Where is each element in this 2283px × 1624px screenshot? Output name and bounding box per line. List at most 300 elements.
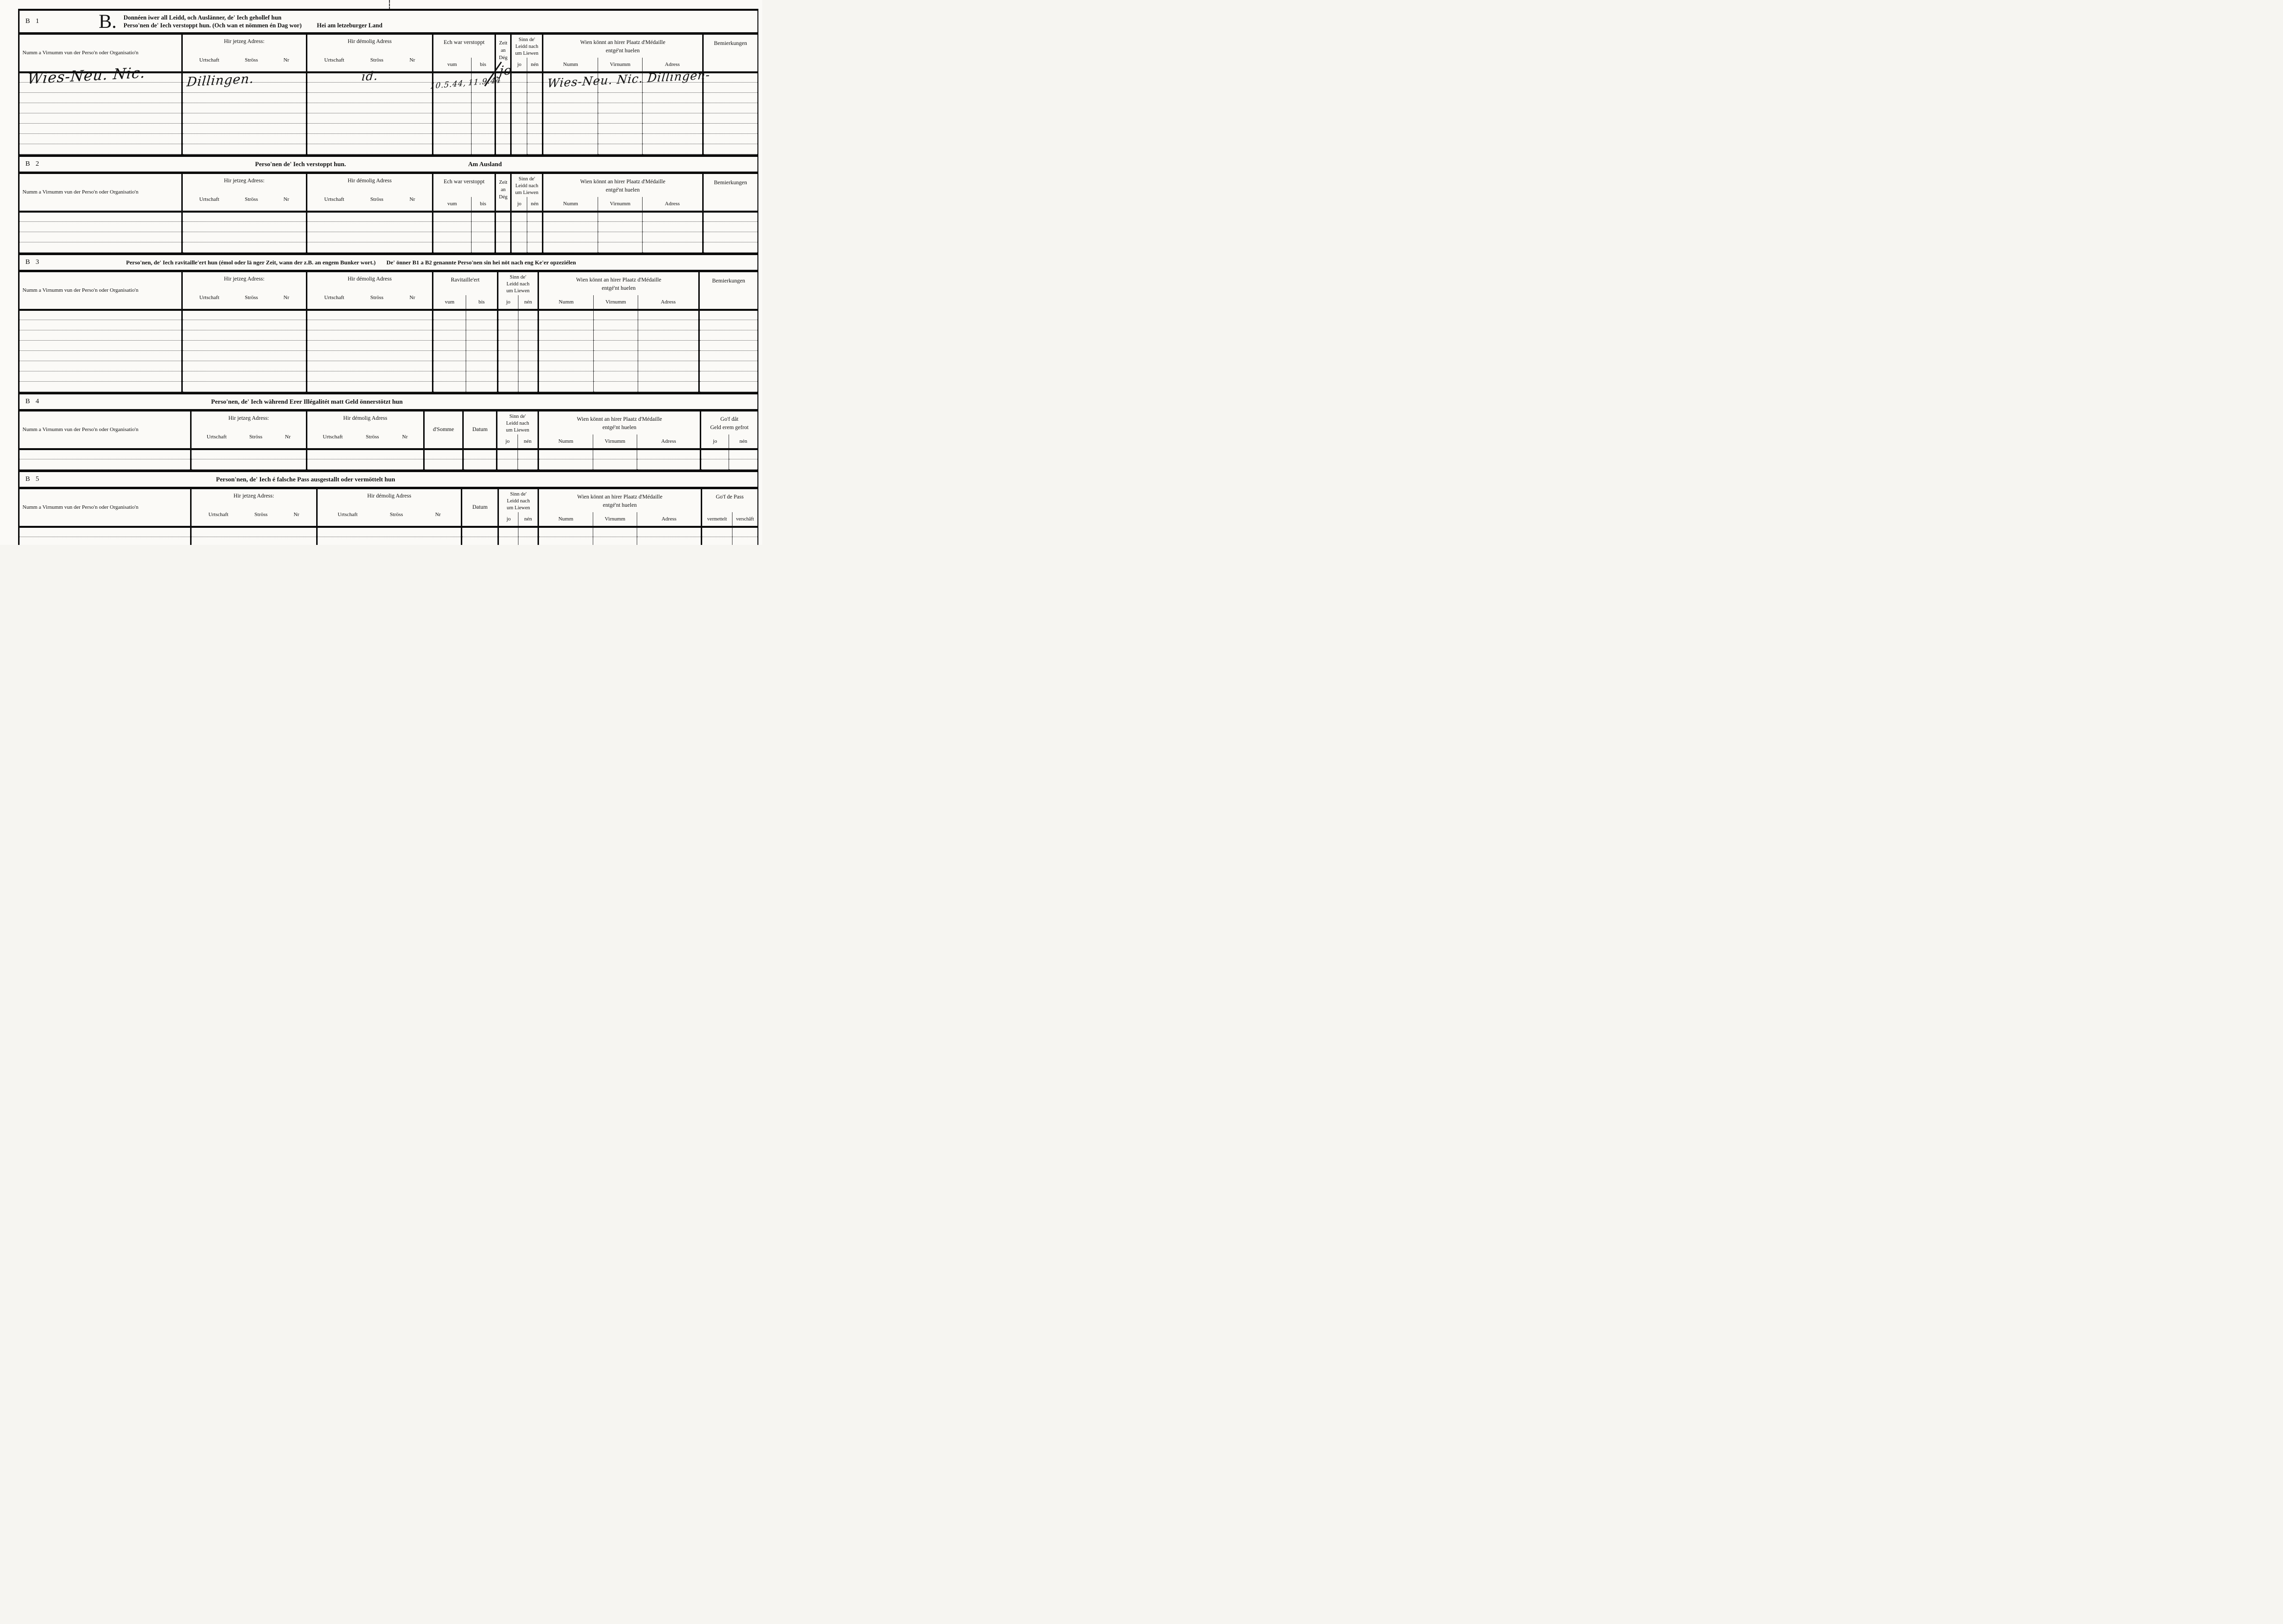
ruled-cell: [433, 242, 472, 253]
b1-col-wien-medaille: Wien könnt an hirer Plaatz d'Médaille entgé'nt huelen: [543, 35, 703, 58]
ruled-cell: [642, 124, 703, 134]
ruled-cell: [598, 113, 643, 124]
ruled-row: [20, 371, 757, 382]
ruled-cell: [703, 232, 757, 242]
ruled-cell: [543, 134, 598, 144]
ruled-cell: [497, 459, 517, 470]
ruled-cell: [20, 361, 182, 371]
ruled-cell: [497, 341, 518, 351]
ruled-cell: [182, 330, 306, 341]
ruled-cell: [511, 212, 527, 222]
ruled-cell: [306, 93, 432, 103]
ruled-row: [20, 527, 757, 537]
sub-nr: Nr: [283, 57, 289, 63]
ruled-cell: [527, 113, 543, 124]
ruled-cell: [497, 310, 518, 320]
b3-section-id: B 3: [25, 259, 41, 266]
b4-col-gof-geld: Go'f dât Geld erem gefrot: [701, 411, 757, 434]
ruled-cell: [182, 144, 306, 154]
ruled-cell: [642, 93, 703, 103]
ruled-cell: [511, 124, 527, 134]
scanned-form-page: [0, 0, 762, 545]
ruled-cell: [637, 459, 701, 470]
ruled-cell: [598, 212, 643, 222]
b5-section-id: B 5: [25, 476, 41, 483]
ruled-cell: [699, 351, 757, 361]
ruled-cell: [471, 212, 495, 222]
ruled-cell: [543, 93, 598, 103]
b4-table: [20, 411, 757, 470]
ruled-cell: [466, 371, 498, 382]
b5-col-gof-pass: Go'f de Pass: [701, 489, 757, 512]
ruled-cell: [538, 459, 593, 470]
b3-sub-jo: jo: [497, 295, 518, 310]
b3-body: [20, 310, 757, 392]
ruled-cell: [543, 144, 598, 154]
ruled-cell: [598, 134, 643, 144]
b2-col-zeit-an-deg: Zeit an Dég: [495, 174, 511, 212]
ruled-row: [20, 222, 757, 232]
ruled-cell: [538, 449, 593, 459]
ruled-cell: [517, 459, 538, 470]
ruled-cell: [598, 144, 643, 154]
ruled-cell: [471, 93, 495, 103]
ruled-cell: [471, 113, 495, 124]
ruled-cell: [433, 103, 472, 113]
ruled-cell: [527, 103, 543, 113]
ruled-cell: [497, 371, 518, 382]
handwritten-b1-bis: 11.9.44: [468, 75, 502, 87]
ruled-cell: [433, 351, 466, 361]
ruled-cell: [461, 537, 498, 545]
ruled-cell: [527, 124, 543, 134]
b1-col-name: Numm a Virnumm vun der Perso'n oder Organisatio'n: [20, 35, 182, 72]
ruled-cell: [538, 361, 594, 371]
b1-title-line1: Donnéen iwer all Leidd, och Auslänner, de' Iech gehollef hun: [123, 14, 281, 21]
ruled-cell: [638, 382, 699, 392]
ruled-cell: [594, 351, 638, 361]
b3-title2: De' önner B1 a B2 genannte Perso'nen sin hei nöt nach eng Ke'er opzeziélen: [386, 259, 576, 266]
ruled-cell: [703, 83, 757, 93]
ruled-cell: [433, 341, 466, 351]
ruled-cell: [527, 72, 543, 83]
b5-col-jetzeg-adress: Hir jetzeg Adress: Urtschaft Ströss Nr: [191, 489, 317, 527]
handwritten-b1-wien-medaille: Wies-Neu. Nic. Dillingen-: [546, 68, 711, 90]
ruled-cell: [598, 93, 643, 103]
b1-section-id: B 1: [25, 18, 41, 25]
ruled-cell: [471, 242, 495, 253]
ruled-cell: [518, 382, 538, 392]
b4-section-id: B 4: [25, 398, 41, 406]
ruled-cell: [471, 103, 495, 113]
b2-sub-nen: nén: [527, 197, 543, 212]
ruled-cell: [471, 144, 495, 154]
b3-sub-nen: nén: [518, 295, 538, 310]
ruled-cell: [498, 537, 518, 545]
b1-sub-virnumm: Virnumm: [598, 58, 643, 72]
ruled-cell: [699, 371, 757, 382]
b1-title-line2: Perso'nen de' Iech verstoppt hun. (Och wan et nömmen én Dag wor): [123, 22, 302, 29]
ruled-cell: [593, 537, 637, 545]
ruled-cell: [433, 93, 472, 103]
b4-sub-adress: Adress: [637, 434, 701, 449]
ruled-cell: [543, 212, 598, 222]
ruled-cell: [433, 361, 466, 371]
ruled-cell: [182, 382, 306, 392]
b1-sub-vum: vum: [433, 58, 472, 72]
ruled-cell: [182, 93, 306, 103]
ruled-cell: [527, 242, 543, 253]
ruled-cell: [20, 320, 182, 330]
ruled-cell: [182, 320, 306, 330]
ruled-cell: [527, 222, 543, 232]
b5-sub-verschaft: verschâft: [732, 512, 757, 527]
b3-table: [20, 272, 757, 392]
ruled-cell: [594, 310, 638, 320]
ruled-cell: [495, 212, 511, 222]
ruled-cell: [306, 113, 432, 124]
handwritten-b1-demolig-adress: id.: [361, 69, 379, 84]
ruled-cell: [538, 310, 594, 320]
handwritten-b1-jetzeg-adress: Dillingen.: [186, 71, 255, 90]
ruled-cell: [306, 382, 432, 392]
b2-sub-numm: Numm: [543, 197, 598, 212]
ruled-cell: [642, 222, 703, 232]
ruled-cell: [543, 124, 598, 134]
ruled-cell: [538, 537, 593, 545]
b1-section-title: [20, 11, 757, 35]
ruled-cell: [306, 212, 432, 222]
ruled-cell: [527, 134, 543, 144]
ruled-cell: [433, 330, 466, 341]
ruled-cell: [701, 449, 729, 459]
b3-col-ravitaillert: Ravitaille'ert: [433, 272, 498, 295]
ruled-cell: [543, 242, 598, 253]
ruled-cell: [306, 144, 432, 154]
ruled-cell: [466, 382, 498, 392]
ruled-cell: [638, 361, 699, 371]
ruled-cell: [527, 83, 543, 93]
ruled-cell: [638, 310, 699, 320]
ruled-cell: [306, 232, 432, 242]
ruled-cell: [497, 449, 517, 459]
ruled-cell: [497, 351, 518, 361]
ruled-row: [20, 341, 757, 351]
ruled-cell: [729, 449, 757, 459]
b5-body: [20, 527, 757, 545]
ruled-cell: [598, 103, 643, 113]
ruled-cell: [20, 459, 191, 470]
b2-body: [20, 212, 757, 253]
ruled-cell: [20, 527, 191, 537]
b5-section-title: [20, 470, 757, 489]
ruled-cell: [306, 330, 432, 341]
ruled-cell: [182, 242, 306, 253]
ruled-cell: [517, 449, 538, 459]
ruled-cell: [20, 242, 182, 253]
ruled-cell: [593, 449, 637, 459]
ruled-cell: [642, 134, 703, 144]
ruled-cell: [182, 103, 306, 113]
sub-stross: Ströss: [244, 57, 258, 63]
b1-sub-numm: Numm: [543, 58, 598, 72]
ruled-cell: [594, 371, 638, 382]
b5-col-wien-medaille: Wien könnt an hirer Plaatz d'Médaille entgé'nt huelen: [538, 489, 702, 512]
ruled-cell: [182, 351, 306, 361]
b5-col-sinn-leidd: Sinn de' Leidd nach um Liewen: [498, 489, 538, 512]
b1-col-demolig-adress: Hir démolig Adress Urtschaft Ströss Nr: [306, 35, 432, 72]
ruled-cell: [497, 320, 518, 330]
b3-sub-bis: bis: [466, 295, 498, 310]
ruled-cell: [703, 93, 757, 103]
b5-sub-numm: Numm: [538, 512, 593, 527]
ruled-row: [20, 361, 757, 371]
b4-col-jetzeg-adress: Hir jetzeg Adress: Urtschaft Ströss Nr: [191, 411, 306, 449]
b1-col-verstoppt: Ech war verstoppt: [433, 35, 495, 58]
ruled-cell: [518, 310, 538, 320]
ruled-cell: [20, 103, 182, 113]
b1-sub-bis: bis: [471, 58, 495, 72]
ruled-cell: [20, 222, 182, 232]
ruled-cell: [637, 537, 701, 545]
b3-sub-adress: Adress: [638, 295, 699, 310]
ruled-cell: [598, 124, 643, 134]
b4-col-wien-medaille: Wien könnt an hirer Plaatz d'Médaille entgé'nt huelen: [538, 411, 701, 434]
ruled-row: [20, 382, 757, 392]
ruled-cell: [498, 527, 518, 537]
sub-urtschaft: Urtschaft: [199, 57, 219, 63]
ruled-cell: [703, 212, 757, 222]
ruled-cell: [642, 232, 703, 242]
ruled-cell: [466, 310, 498, 320]
ruled-cell: [538, 371, 594, 382]
ruled-cell: [20, 371, 182, 382]
b5-sub-virnumm: Virnumm: [593, 512, 637, 527]
ruled-cell: [20, 537, 191, 545]
ruled-cell: [433, 320, 466, 330]
ruled-cell: [191, 449, 306, 459]
b5-table: [20, 489, 757, 545]
b4-sub-virnumm: Virnumm: [593, 434, 637, 449]
ruled-cell: [20, 93, 182, 103]
ruled-cell: [701, 459, 729, 470]
ruled-row: [20, 134, 757, 144]
b2-col-demolig-adress: Hir démolig Adress Urtschaft Ströss Nr: [306, 174, 432, 212]
ruled-cell: [701, 537, 732, 545]
ruled-row: [20, 351, 757, 361]
ruled-cell: [543, 222, 598, 232]
b1-col-bemierkungen: Bemierkungen: [703, 35, 757, 72]
ruled-cell: [538, 382, 594, 392]
ruled-row: [20, 330, 757, 341]
ruled-cell: [495, 242, 511, 253]
ruled-cell: [306, 134, 432, 144]
b5-sub-nen: nén: [518, 512, 538, 527]
b4-section-title: [20, 392, 757, 411]
ruled-row: [20, 93, 757, 103]
ruled-cell: [732, 537, 757, 545]
ruled-cell: [732, 527, 757, 537]
ruled-cell: [642, 113, 703, 124]
ruled-cell: [471, 124, 495, 134]
b2-title: Perso'nen de' Iech verstoppt hun.: [255, 160, 346, 168]
ruled-cell: [699, 310, 757, 320]
ruled-cell: [511, 144, 527, 154]
ruled-cell: [433, 232, 472, 242]
ruled-cell: [495, 134, 511, 144]
b2-table: [20, 174, 757, 253]
ruled-cell: [20, 144, 182, 154]
ruled-cell: [182, 222, 306, 232]
b3-sub-numm: Numm: [538, 295, 594, 310]
ruled-cell: [463, 459, 497, 470]
ruled-cell: [497, 330, 518, 341]
b3-sub-virnumm: Virnumm: [594, 295, 638, 310]
ruled-cell: [703, 134, 757, 144]
ruled-cell: [699, 361, 757, 371]
ruled-cell: [182, 232, 306, 242]
ruled-cell: [594, 320, 638, 330]
ruled-cell: [703, 113, 757, 124]
ruled-row: [20, 103, 757, 113]
ruled-cell: [466, 320, 498, 330]
ruled-cell: [518, 330, 538, 341]
ruled-cell: [306, 371, 432, 382]
ruled-cell: [701, 527, 732, 537]
b2-sub-vum: vum: [433, 197, 472, 212]
ruled-cell: [518, 351, 538, 361]
ruled-cell: [703, 144, 757, 154]
ruled-cell: [20, 351, 182, 361]
ruled-cell: [182, 134, 306, 144]
ruled-cell: [703, 124, 757, 134]
ruled-cell: [543, 103, 598, 113]
ruled-cell: [433, 113, 472, 124]
b2-col-bemierkungen: Bemierkungen: [703, 174, 757, 212]
ruled-cell: [306, 341, 432, 351]
ruled-cell: [527, 144, 543, 154]
b4-col-somme: d'Somme: [424, 411, 463, 449]
ruled-row: [20, 232, 757, 242]
ruled-cell: [182, 113, 306, 124]
handwritten-b1-sinn-jo: jo: [499, 63, 513, 79]
ruled-cell: [497, 361, 518, 371]
ruled-cell: [466, 361, 498, 371]
ruled-cell: [594, 341, 638, 351]
ruled-cell: [598, 222, 643, 232]
ruled-cell: [20, 330, 182, 341]
ruled-cell: [466, 341, 498, 351]
ruled-cell: [433, 222, 472, 232]
ruled-cell: [306, 83, 432, 93]
ruled-cell: [699, 341, 757, 351]
ruled-cell: [511, 222, 527, 232]
ruled-cell: [20, 382, 182, 392]
ruled-cell: [471, 232, 495, 242]
ruled-cell: [433, 134, 472, 144]
ruled-cell: [20, 134, 182, 144]
ruled-cell: [317, 527, 462, 537]
ruled-cell: [594, 361, 638, 371]
b2-col-name: Numm a Virnumm vun der Perso'n oder Organisatio'n: [20, 174, 182, 212]
ruled-cell: [511, 93, 527, 103]
ruled-cell: [182, 212, 306, 222]
ruled-row: [20, 124, 757, 134]
ruled-cell: [497, 382, 518, 392]
ruled-cell: [527, 212, 543, 222]
ruled-cell: [642, 212, 703, 222]
b4-title: Perso'nen, de' Iech während Erer Illégalitét matt Geld önnerstötzt hun: [211, 398, 403, 406]
ruled-cell: [191, 537, 317, 545]
b2-col-wien-medaille: Wien könnt an hirer Plaatz d'Médaille entgé'nt huelen: [543, 174, 703, 197]
b3-col-demolig-adress: Hir démolig Adress Urtschaft Ströss Nr: [306, 272, 432, 310]
b2-sub-virnumm: Virnumm: [598, 197, 643, 212]
b2-sub-bis: bis: [471, 197, 495, 212]
ruled-cell: [424, 449, 463, 459]
ruled-cell: [471, 222, 495, 232]
ruled-cell: [703, 72, 757, 83]
ruled-cell: [495, 232, 511, 242]
b4-col-sinn-leidd: Sinn de' Leidd nach um Liewen: [497, 411, 538, 434]
b5-sub-jo: jo: [498, 512, 518, 527]
ruled-cell: [594, 330, 638, 341]
ruled-cell: [471, 134, 495, 144]
b1-title-line2b: Hei am letzeburger Land: [317, 22, 383, 29]
ruled-cell: [703, 103, 757, 113]
b5-sub-adress: Adress: [637, 512, 701, 527]
ruled-cell: [191, 459, 306, 470]
ruled-cell: [594, 382, 638, 392]
b3-section-title: [20, 253, 757, 272]
ruled-cell: [466, 351, 498, 361]
ruled-cell: [466, 330, 498, 341]
ruled-cell: [538, 341, 594, 351]
ruled-cell: [461, 527, 498, 537]
ruled-cell: [729, 459, 757, 470]
b2-col-jetzeg-adress: Hir jetzeg Adress: Urtschaft Ströss Nr: [182, 174, 306, 212]
ruled-cell: [306, 310, 432, 320]
ruled-cell: [511, 242, 527, 253]
b2-sub-adress: Adress: [642, 197, 703, 212]
ruled-cell: [495, 93, 511, 103]
ruled-row: [20, 144, 757, 154]
ruled-cell: [511, 103, 527, 113]
ruled-cell: [306, 449, 424, 459]
ruled-cell: [593, 459, 637, 470]
ruled-cell: [598, 232, 643, 242]
ruled-cell: [638, 371, 699, 382]
handwritten-b1-name: Wies-Neu. Nic.: [26, 64, 147, 88]
b4-col-name: Numm a Virnumm vun der Perso'n oder Organisatio'n: [20, 411, 191, 449]
ruled-cell: [642, 144, 703, 154]
ruled-cell: [20, 212, 182, 222]
ruled-cell: [433, 212, 472, 222]
b1-col-jetzeg-adress: Hir jetzeg Adress: Urtschaft Ströss Nr: [182, 35, 306, 72]
ruled-row: [20, 212, 757, 222]
ruled-cell: [511, 232, 527, 242]
ruled-cell: [495, 222, 511, 232]
ruled-cell: [317, 537, 462, 545]
ruled-cell: [703, 242, 757, 253]
ruled-cell: [638, 351, 699, 361]
b5-col-demolig-adress: Hir démolig Adress Urtschaft Ströss Nr: [317, 489, 462, 527]
b1-col-sinn-leidd: Sinn de' Leidd nach um Liewen: [511, 35, 543, 58]
ruled-row: [20, 310, 757, 320]
b2-subtitle: Am Ausland: [468, 160, 502, 168]
ruled-cell: [306, 459, 424, 470]
ruled-cell: [20, 341, 182, 351]
ruled-cell: [518, 320, 538, 330]
